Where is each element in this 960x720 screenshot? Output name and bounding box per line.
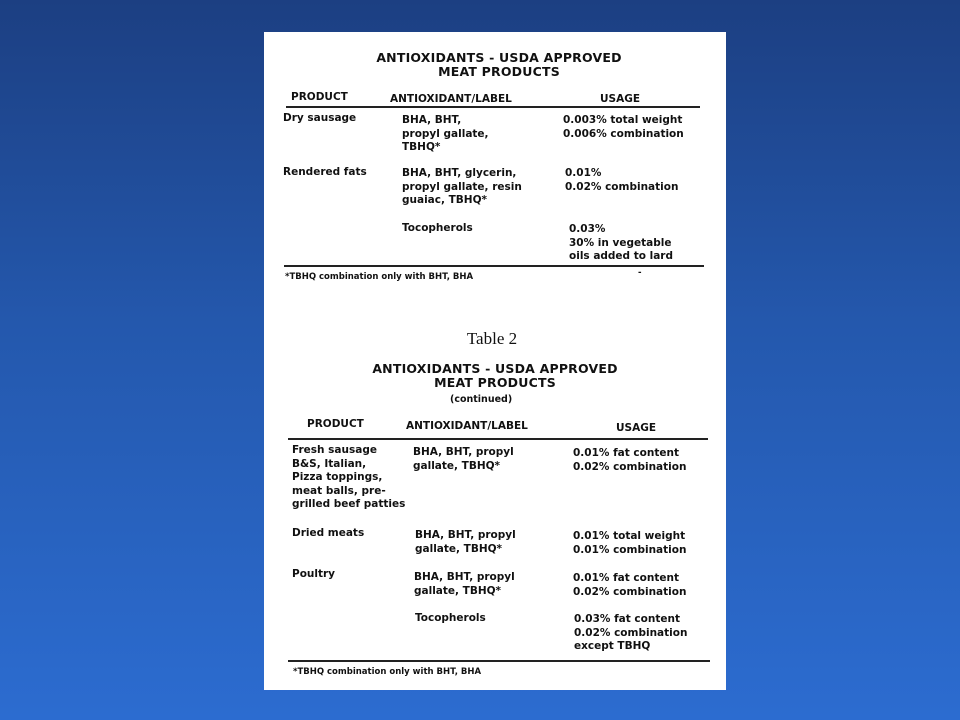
table2-row1-usage: 0.01% fat content 0.02% combination (573, 447, 687, 473)
table2-header-rule (288, 438, 708, 440)
table2-footer-rule (288, 660, 710, 662)
table2-row4-antioxidant: Tocopherols (415, 612, 486, 624)
table2-caption: Table 2 (466, 329, 518, 348)
table1-row1-product: Dry sausage (283, 112, 357, 124)
table2-title-line2: MEAT PRODUCTS (434, 375, 556, 390)
table1-row3-antioxidant: Tocopherols (402, 222, 473, 234)
scanned-document-page (264, 32, 726, 690)
table2-row4-usage: 0.03% fat content 0.02% combination except TBHQ (574, 613, 688, 652)
table2-title-continued: (continued) (450, 394, 513, 405)
table2-row3-usage: 0.01% fat content 0.02% combination (573, 572, 687, 598)
table2-title-line1: ANTIOXIDANTS - USDA APPROVED (372, 361, 618, 376)
table1-row1-antioxidant: BHA, BHT, propyl gallate, TBHQ* (402, 114, 489, 153)
table1-header-product: PRODUCT (291, 91, 348, 103)
table2-row3-antioxidant: BHA, BHT, propyl gallate, TBHQ* (414, 571, 515, 597)
table1-stray-mark: - (638, 268, 642, 278)
table1-footnote: *TBHQ combination only with BHT, BHA (285, 272, 474, 282)
table2-header-product: PRODUCT (307, 418, 364, 430)
table2-row1-product: Fresh sausage B&S, Italian, Pizza toppings, meat balls, pre- grilled beef patties (292, 444, 406, 510)
table1-row3-usage: 0.03% 30% in vegetable oils added to lard (569, 223, 673, 262)
table1-row2-product: Rendered fats (283, 166, 367, 178)
table2-header-usage: USAGE (616, 422, 657, 434)
table2-row1-antioxidant: BHA, BHT, propyl gallate, TBHQ* (413, 446, 514, 472)
table1-row1-usage: 0.003% total weight 0.006% combination (563, 114, 684, 140)
table2-row2-product: Dried meats (292, 527, 365, 539)
table1-header-usage: USAGE (600, 93, 641, 105)
table1-row2-usage: 0.01% 0.02% combination (565, 167, 679, 193)
table2-row2-antioxidant: BHA, BHT, propyl gallate, TBHQ* (415, 529, 516, 555)
table1-title (374, 51, 624, 79)
table1-footer-rule (284, 265, 704, 267)
table1-header-rule (286, 106, 700, 108)
table2-row3-product: Poultry (292, 568, 336, 580)
table2-row2-usage: 0.01% total weight 0.01% combination (573, 530, 687, 556)
table2-title (370, 362, 620, 390)
table2-footnote: *TBHQ combination only with BHT, BHA (293, 667, 482, 677)
table1-title-line2: MEAT PRODUCTS (438, 64, 560, 79)
table2-header-antioxidant: ANTIOXIDANT/LABEL (406, 420, 528, 432)
table1-row2-antioxidant: BHA, BHT, glycerin, propyl gallate, resin guaiac, TBHQ* (402, 167, 522, 206)
table1-title-line1: ANTIOXIDANTS - USDA APPROVED (376, 50, 622, 65)
table1-header-antioxidant: ANTIOXIDANT/LABEL (390, 93, 512, 105)
